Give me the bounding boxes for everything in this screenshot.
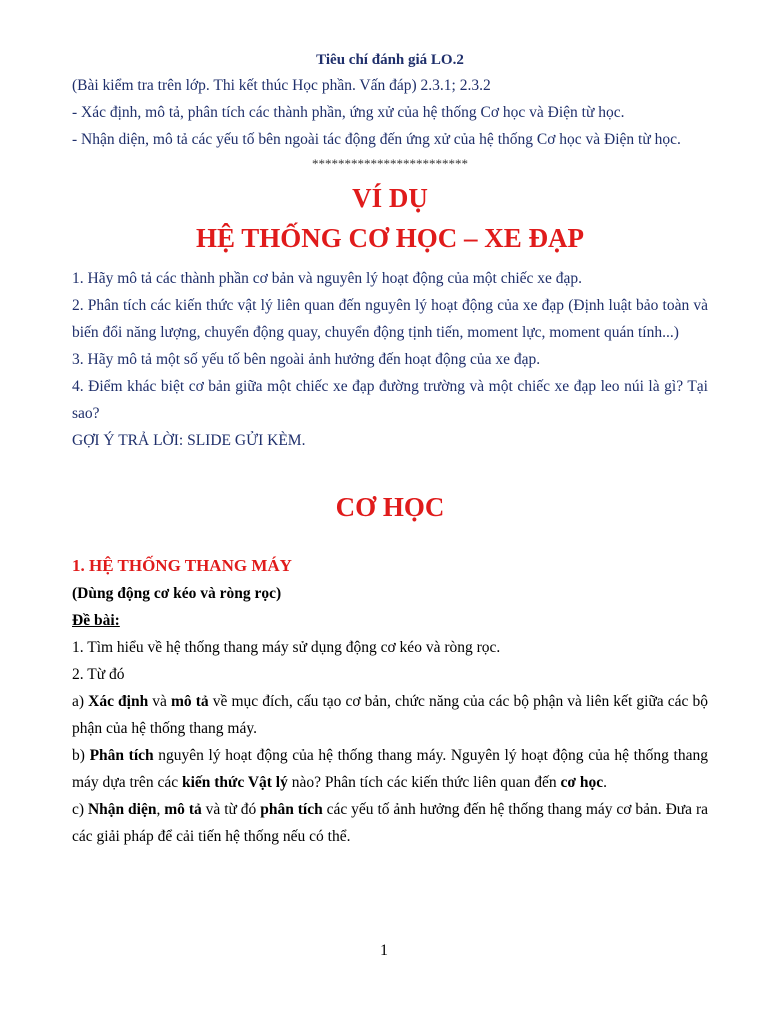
- item-a-prefix: a): [72, 693, 89, 710]
- example-title: HỆ THỐNG CƠ HỌC – XE ĐẠP: [195, 223, 585, 253]
- item-c-text-2: và từ đó: [201, 801, 261, 818]
- item-c-bold-1: Nhận diện: [87, 801, 157, 818]
- item-a-text-2: về mục đích, cấu tạo cơ bản, chức năng của các bộ phận và liên kết giữa các bộ phận của hệ thống thang máy.: [72, 693, 708, 737]
- item-b-bold-3: cơ học: [560, 774, 604, 791]
- document-page: [72, 48, 708, 850]
- answer-hint: GỢI Ý TRẢ LỜI: SLIDE GỬI KÈM.: [72, 432, 306, 449]
- criteria-title: Tiêu chí đánh giá LO.2: [316, 52, 464, 68]
- question-1: 1. Hãy mô tả các thành phần cơ bản và nguyên lý hoạt động của một chiếc xe đạp.: [72, 270, 583, 287]
- page-number: 1: [380, 942, 388, 959]
- item-c-bold-2: mô tả: [164, 801, 202, 818]
- separator-stars: ************************: [312, 156, 468, 171]
- criteria-item-2: - Nhận diện, mô tả các yếu tố bên ngoài tác động đến ứng xử của hệ thống Cơ học và Điện từ học.: [72, 131, 681, 148]
- example-heading: VÍ DỤ: [352, 183, 428, 213]
- question-4: 4. Điểm khác biệt cơ bản giữa một chiếc xe đạp đường trường và một chiếc xe đạp leo núi là gì? Tại sao?: [72, 378, 708, 422]
- item-b-bold-2: kiến thức Vật lý: [181, 774, 288, 791]
- criteria-item-1: - Xác định, mô tả, phân tích các thành phần, ứng xử của hệ thống Cơ học và Điện từ học.: [72, 104, 625, 121]
- item-b-text-1: nguyên lý hoạt động của hệ thống thang máy. Nguyên lý hoạt động của hệ thống thang máy dựa trên các: [72, 747, 708, 791]
- item-b-text-3: .: [603, 774, 607, 791]
- task-item-1: 1. Tìm hiểu về hệ thống thang máy sử dụng động cơ kéo và ròng rọc.: [72, 639, 501, 656]
- item-c-prefix: c): [72, 801, 88, 818]
- item-c-text-3: các yếu tố ảnh hưởng đến hệ thống thang máy cơ bản. Đưa ra các giải pháp để cải tiến hệ thống nếu có thể.: [72, 801, 708, 845]
- item-b-prefix: b): [72, 747, 90, 764]
- item-c-text-1: ,: [156, 801, 165, 818]
- mechanics-heading: CƠ HỌC: [335, 492, 445, 522]
- task-item-b: [72, 742, 708, 796]
- item-a-bold-2: mô tả: [171, 693, 209, 710]
- item-b-bold-1: Phân tích: [89, 747, 154, 764]
- question-2: 2. Phân tích các kiến thức vật lý liên quan đến nguyên lý hoạt động của xe đạp (Định luật bảo toàn và biến đổi năng lượng, chuyển động quay, chuyển động tịnh tiến, moment lực, moment quán tính...): [72, 297, 708, 341]
- task-item-a: [72, 688, 708, 742]
- item-a-bold-1: Xác định: [88, 693, 149, 710]
- item-c-bold-3: phân tích: [260, 801, 323, 818]
- item-b-text-2: nào? Phân tích các kiến thức liên quan đến: [287, 774, 561, 791]
- task-item-c: [72, 796, 708, 850]
- item-a-text-1: và: [148, 693, 171, 710]
- task-item-2: 2. Từ đó: [72, 666, 125, 683]
- question-3: 3. Hãy mô tả một số yếu tố bên ngoài ảnh hưởng đến hoạt động của xe đạp.: [72, 351, 541, 368]
- task-label: Đề bài:: [72, 612, 120, 629]
- criteria-subtitle: (Bài kiểm tra trên lớp. Thi kết thúc Học phần. Vấn đáp) 2.3.1; 2.3.2: [72, 77, 491, 94]
- section-note: (Dùng động cơ kéo và ròng rọc): [72, 585, 282, 602]
- section-title: 1. HỆ THỐNG THANG MÁY: [72, 556, 292, 575]
